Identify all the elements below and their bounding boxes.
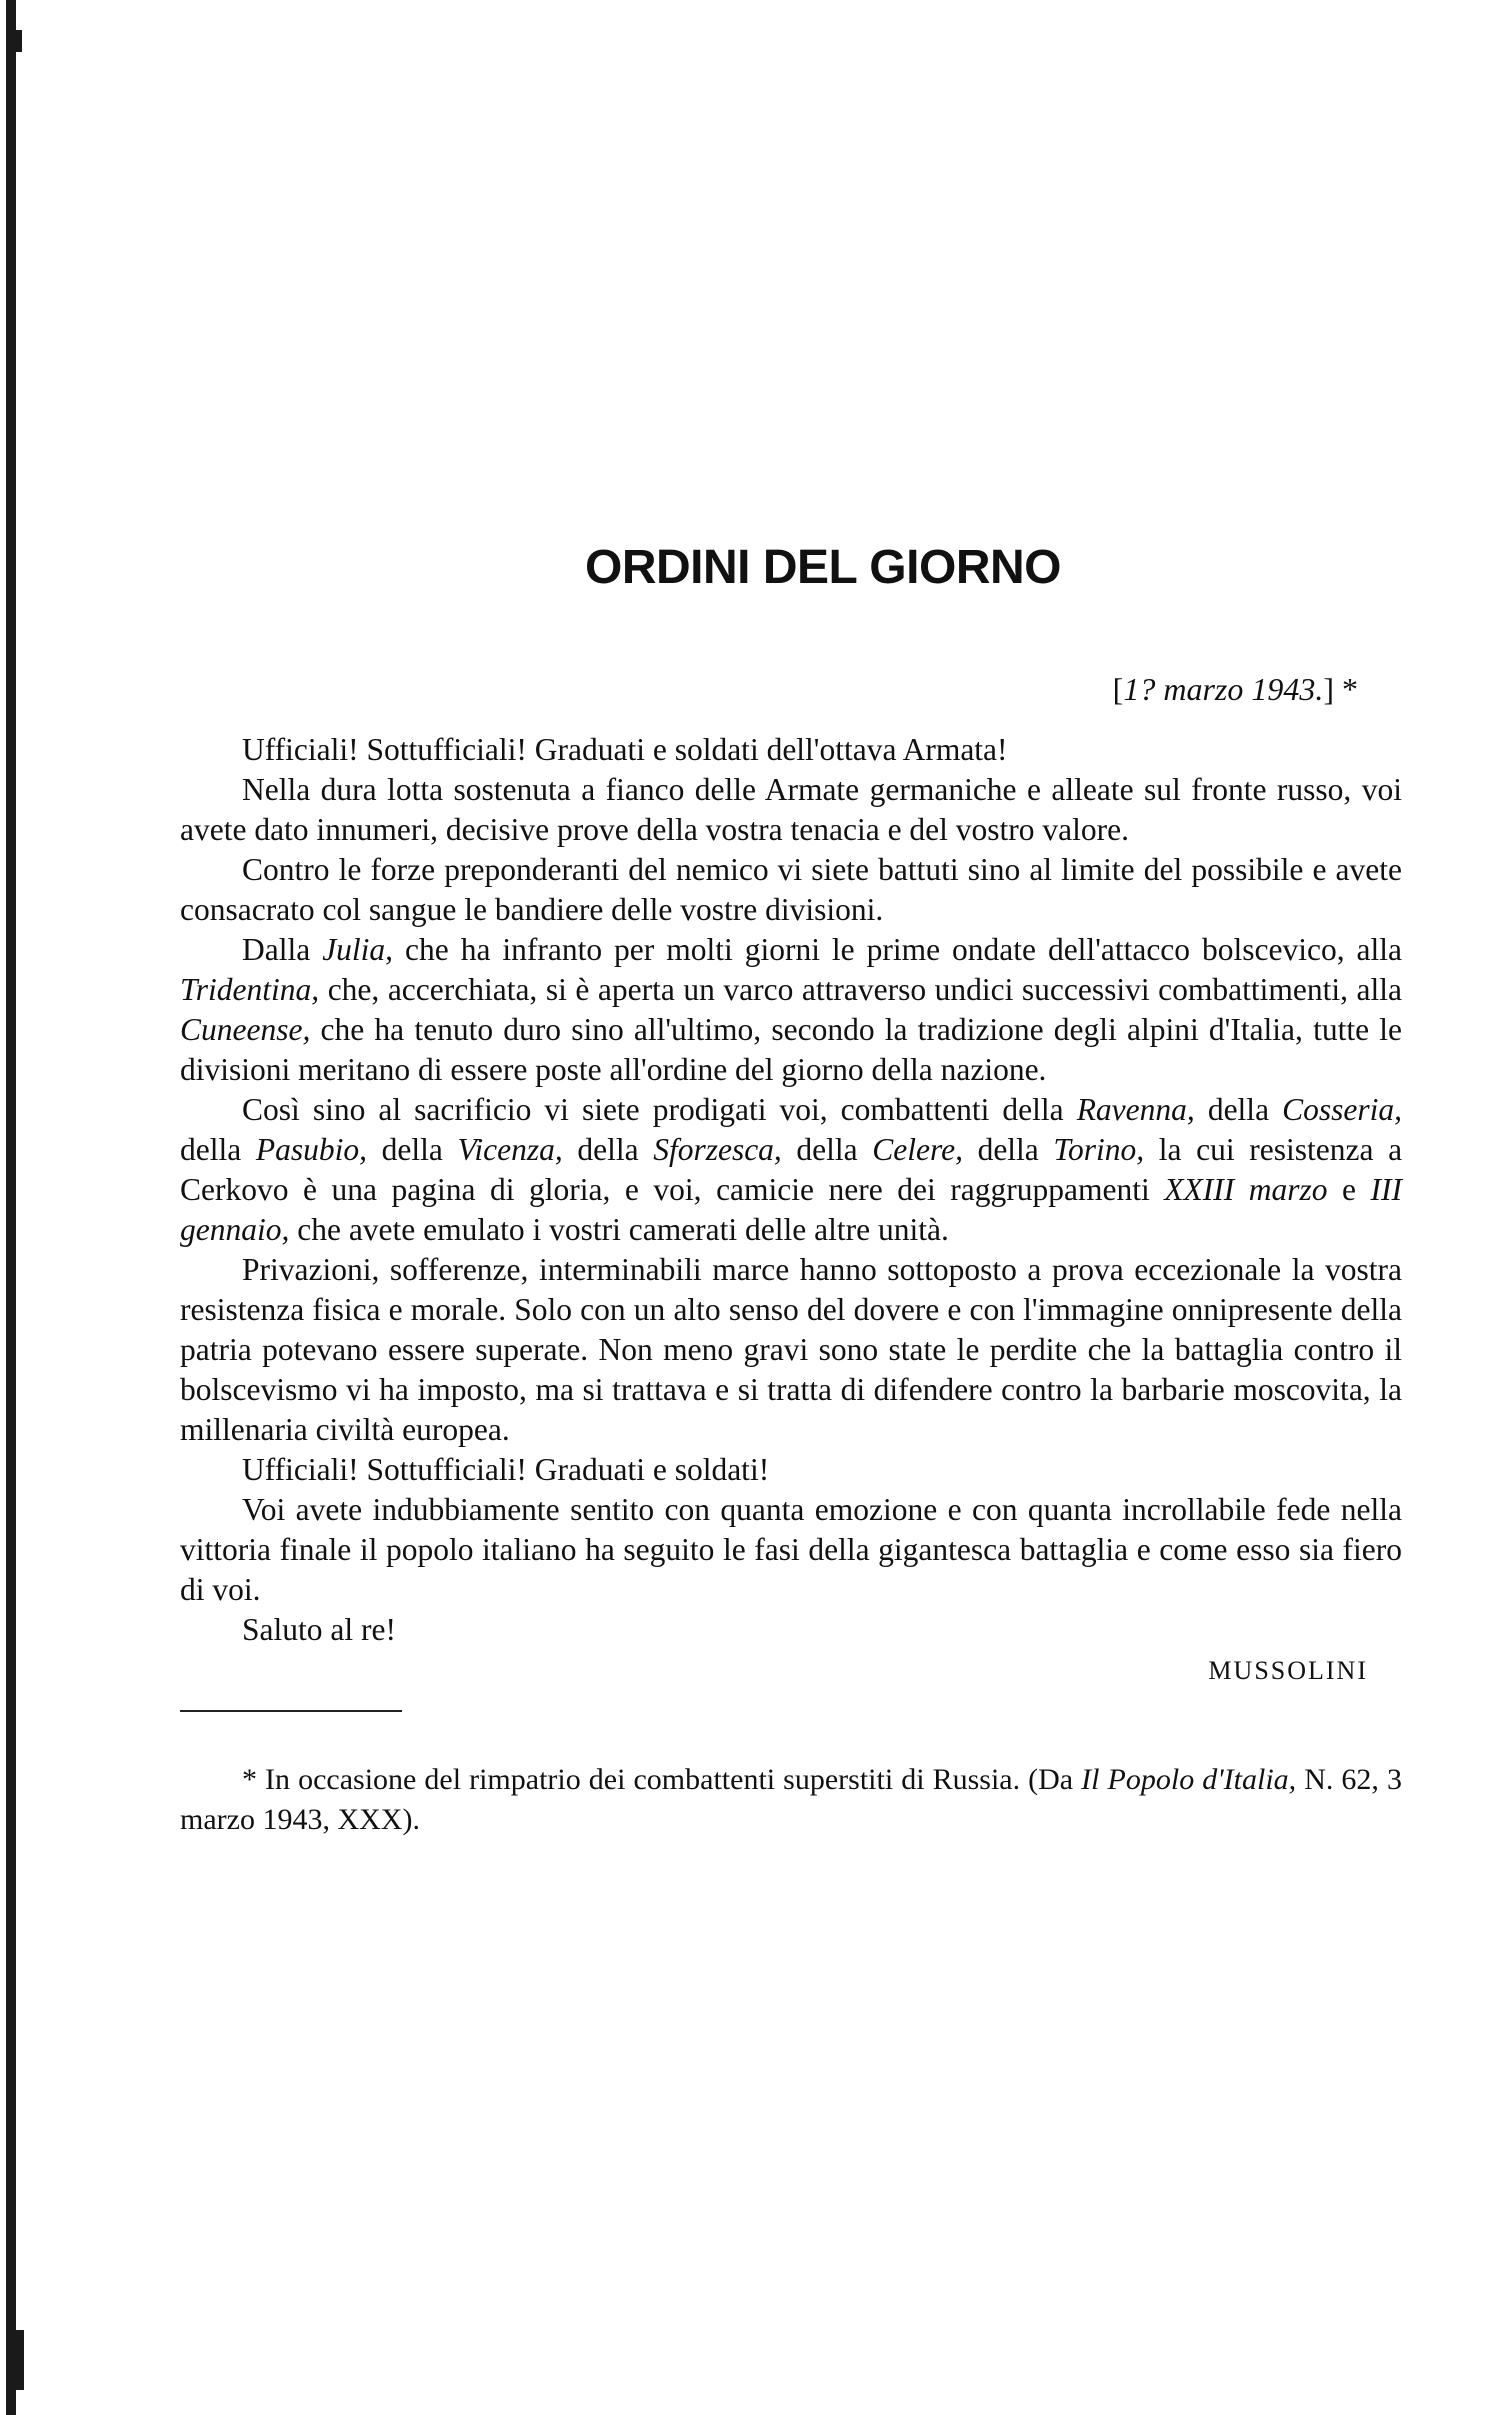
group-xxiii-marzo: XXIII marzo <box>1164 1172 1328 1207</box>
paragraph-second-salutation: Ufficiali! Sottufficiali! Graduati e soldati! <box>242 1452 770 1487</box>
dateline-year: 1943. <box>1251 671 1324 707</box>
division-ravenna: Ravenna, <box>1076 1092 1195 1127</box>
page-binding-edge <box>6 0 16 2415</box>
dateline-open-bracket: [ <box>1112 671 1124 707</box>
document-body <box>180 730 1402 1650</box>
paragraph-enemy-forces: Contro le forze preponderanti del nemico vi siete battuti sino al limite del possibile e avete consacrato col sangue le bandiere delle vostre divisioni. <box>180 852 1402 927</box>
document-page <box>180 540 1402 1870</box>
division-vicenza: Vicenza, <box>457 1132 563 1167</box>
dateline-close-bracket: ] * <box>1323 671 1358 707</box>
signature: MUSSOLINI <box>1208 1656 1368 1685</box>
division-cosseria: Cosseria, <box>1282 1092 1402 1127</box>
group-iii-gennaio: III gennaio, <box>180 1172 1403 1247</box>
paragraph-other-divisions: Così sino al sacrificio vi siete prodigati voi, combattenti della Ravenna, della Cosseria, della Pasubio, della Vicenza, della Sforzesca, della Celere, della Torino, la cui resistenza a Cerkovo è una pagina di gloria, e voi, camicie nere dei raggruppamenti XXIII marzo e III gennaio, che avete emulato i vostri camerati delle altre unità. <box>180 1092 1403 1247</box>
division-celere: Celere, <box>872 1132 963 1167</box>
paragraph-alpine-divisions: Dalla Julia, che ha infranto per molti giorni le prime ondate dell'attacco bolscevico, alla Tridentina, che, accerchiata, si è aperta un varco attraverso undici successivi combattimenti, alla Cuneense, che ha tenuto duro sino all'ultimo, secondo la tradizione degli alpini d'Italia, tutte le divisioni meritano di essere poste all'ordine del giorno della nazione. <box>180 932 1403 1087</box>
paragraph-salutation: Ufficiali! Sottufficiali! Graduati e soldati dell'ottava Armata! <box>242 732 1008 767</box>
paragraph-russian-front: Nella dura lotta sostenuta a fianco delle Armate germaniche e alleate sul fronte russo, voi avete dato innumeri, decisive prove della vostra tenacia e del vostro valore. <box>180 772 1402 847</box>
document-title: ORDINI DEL GIORNO <box>585 541 1061 594</box>
division-julia: Julia, <box>322 932 394 967</box>
dateline-day: 1? <box>1123 671 1156 707</box>
paragraph-hardships: Privazioni, sofferenze, interminabili marce hanno sottoposto a prova eccezionale la vostra resistenza fisica e morale. Solo con un alto senso del dovere e con l'immagine onnipresente della patria potevano essere superate. Non meno gravi sono state le perdite che la battaglia contro il bolscevismo vi ha imposto, ma si trattava e si tratta di difendere contro la barbarie moscovita, la millenaria civiltà europea. <box>180 1252 1402 1447</box>
footnote-source: Il Popolo d'Italia, <box>1081 1763 1297 1796</box>
division-sforzesca: Sforzesca, <box>653 1132 782 1167</box>
scan-speck <box>16 30 22 52</box>
footnote: * In occasione del rimpatrio dei combattenti superstiti di Russia. (Da Il Popolo d'Italia, N. 62, 3 marzo 1943, XXX). <box>180 1763 1402 1836</box>
paragraph-national-pride: Voi avete indubbiamente sentito con quanta emozione e con quanta incrollabile fede nella vittoria finale il popolo italiano ha seguito le fasi della gigantesca battaglia e come esso sia fiero di voi. <box>180 1492 1402 1607</box>
paragraph-closing: Saluto al re! <box>242 1612 396 1647</box>
division-cuneense: Cuneense, <box>180 1012 311 1047</box>
division-tridentina: Tridentina, <box>180 972 320 1007</box>
footnote-divider <box>180 1710 402 1712</box>
division-pasubio: Pasubio, <box>255 1132 367 1167</box>
division-torino: Torino, <box>1053 1132 1145 1167</box>
dateline-month: marzo <box>1163 671 1244 707</box>
scan-speck <box>16 2330 24 2390</box>
dateline <box>180 671 1358 708</box>
